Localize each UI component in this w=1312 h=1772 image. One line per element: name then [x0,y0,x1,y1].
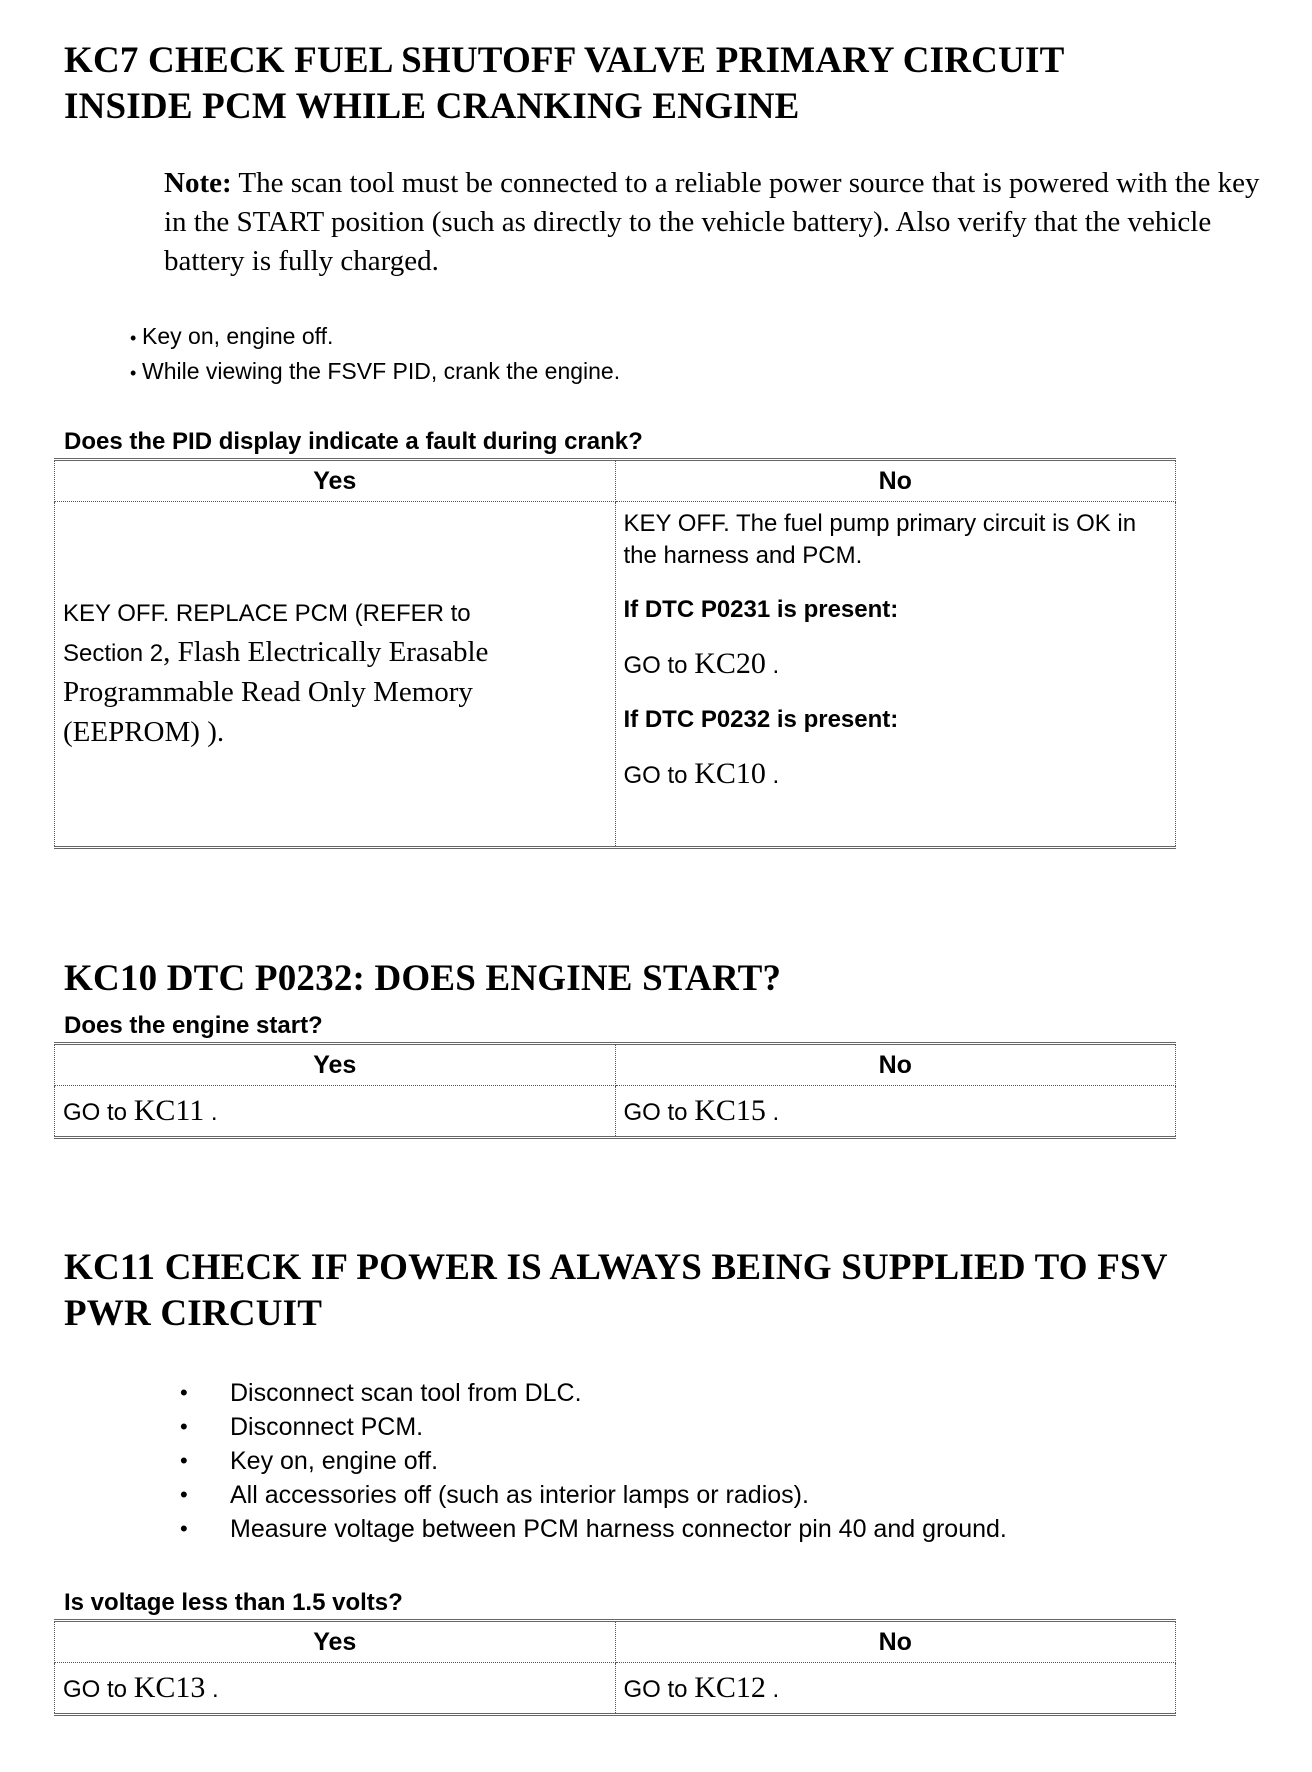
yes-cell: GO to KC11 . [55,1086,616,1138]
no-header: No [615,1044,1176,1086]
kc7-question: Does the PID display indicate a fault during crank? [64,428,643,455]
goto-prefix: GO to [623,1676,695,1703]
kc7-heading-line2: INSIDE PCM WHILE CRANKING ENGINE [64,86,800,127]
kc11-decision-table [54,1619,1176,1716]
table-row [55,1663,1176,1715]
table-row [55,1086,1176,1138]
kc10-decision-table [54,1042,1176,1139]
kc11-heading-line1: KC11 CHECK IF POWER IS ALWAYS BEING SUPPLIED TO FSV [64,1247,1168,1288]
note-label: Note: [164,167,232,199]
table-header-row [55,1044,1176,1086]
yes-text-a: KEY OFF. REPLACE PCM (REFER to [63,600,471,627]
link-kc20[interactable]: KC20 [694,647,766,680]
no-goto2: GO to KC10 . [623,757,780,790]
yes-cell [55,502,616,848]
yes-header: Yes [55,1621,616,1663]
kc10-heading: KC10 DTC P0232: DOES ENGINE START? [64,958,782,999]
kc7-heading-line1: KC7 CHECK FUEL SHUTOFF VALVE PRIMARY CIRCUIT [64,40,1065,81]
no-cell [615,502,1176,848]
no-case2: If DTC P0232 is present: [623,706,899,733]
kc11-question: Is voltage less than 1.5 volts? [64,1589,403,1616]
link-kc12[interactable]: KC12 [694,1671,766,1704]
kc11-heading [64,1245,1168,1337]
no-cell: GO to KC15 . [615,1086,1176,1138]
link-kc10[interactable]: KC10 [694,757,766,790]
note-text: The scan tool must be connected to a reliable power source that is powered with the key in the START position (such as directly to the vehicle battery). Also verify that the vehicle battery is fully charged. [164,167,1260,277]
table-row [55,502,1176,848]
yes-cell: GO to KC13 . [55,1663,616,1715]
table-header-row [55,1621,1176,1663]
list-item: • All accessories off (such as interior lamps or radios). [180,1478,1007,1512]
list-item: • Key on, engine off. [180,1444,1007,1478]
no-intro: KEY OFF. The fuel pump primary circuit is OK in the harness and PCM. [623,510,1137,569]
goto-prefix: GO to [623,1099,695,1126]
table-header-row [55,460,1176,502]
link-kc15[interactable]: KC15 [694,1094,766,1127]
no-goto1: GO to KC20 . [623,647,780,680]
no-case1: If DTC P0231 is present: [623,596,899,623]
yes-header: Yes [55,460,616,502]
goto-prefix: GO to [623,652,695,679]
list-item: • While viewing the FSVF PID, crank the engine. [130,355,620,390]
list-item: • Key on, engine off. [130,320,620,355]
section-link[interactable]: Section 2 [63,640,164,667]
goto-prefix: GO to [623,762,695,789]
yes-header: Yes [55,1044,616,1086]
kc11-steps [180,1376,1007,1546]
list-item: • Disconnect scan tool from DLC. [180,1376,1007,1410]
goto-prefix: GO to [63,1676,134,1703]
link-kc11[interactable]: KC11 [133,1094,205,1127]
kc10-question: Does the engine start? [64,1012,323,1039]
kc7-decision-table [54,458,1176,849]
kc7-heading [64,38,1064,130]
link-kc13[interactable]: KC13 [133,1671,206,1704]
kc11-heading-line2: PWR CIRCUIT [64,1293,323,1334]
goto-prefix: GO to [63,1099,134,1126]
list-item: • Disconnect PCM. [180,1410,1007,1444]
no-header: No [615,1621,1176,1663]
kc7-steps [130,320,620,390]
kc7-note [164,164,1274,281]
no-header: No [615,460,1176,502]
no-cell: GO to KC12 . [615,1663,1176,1715]
yes-text-c: , Flash Electrically Erasable Programmable Read Only Memory (EEPROM) ). [63,636,489,748]
list-item: • Measure voltage between PCM harness connector pin 40 and ground. [180,1512,1007,1546]
